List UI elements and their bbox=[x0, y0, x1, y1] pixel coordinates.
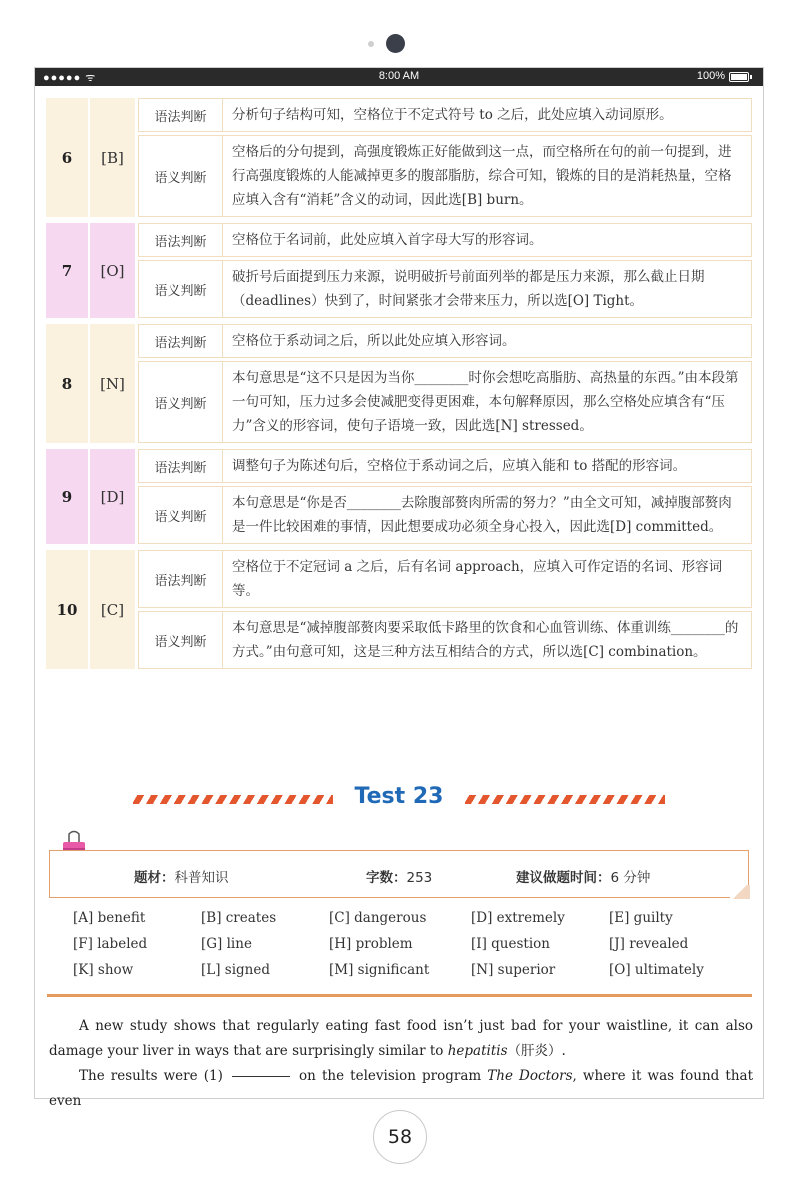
row-label: 语法判断 bbox=[139, 99, 223, 131]
row-label: 语义判断 bbox=[139, 487, 223, 543]
grammar-row bbox=[138, 449, 752, 483]
time-value: 6 分钟 bbox=[610, 870, 651, 886]
answer-letter: [O] bbox=[90, 223, 135, 318]
status-bar bbox=[35, 68, 763, 86]
grammar-row bbox=[138, 223, 752, 257]
row-label: 语法判断 bbox=[139, 224, 223, 256]
tablet-screen bbox=[34, 67, 764, 1109]
word-option: [C] dangerous bbox=[329, 910, 427, 926]
semantic-row bbox=[138, 135, 752, 217]
word-option: [L] signed bbox=[201, 962, 271, 978]
question-number: 9 bbox=[46, 449, 88, 544]
test-info-box bbox=[49, 850, 749, 898]
passage-paragraph bbox=[49, 1064, 753, 1114]
time-label: 建议做题时间： bbox=[516, 870, 611, 886]
word-option: [K] show bbox=[73, 962, 134, 978]
word-count-info bbox=[366, 866, 432, 886]
answer-letter: [B] bbox=[90, 98, 135, 217]
row-label: 语法判断 bbox=[139, 325, 223, 357]
row-text: 调整句子为陈述句后，空格位于系动词之后，应填入能和 to 搭配的形容词。 bbox=[232, 458, 687, 474]
word-option: [G] line bbox=[201, 936, 252, 952]
question-block-10 bbox=[46, 550, 752, 669]
row-text: 本句意思是“减掉腹部赘肉要采取低卡路里的饮食和心血管训练、体重训练________的方式。”由句意可知，这是三种方法互相结合的方式，所以选[C] combination。 bbox=[232, 620, 739, 660]
word-count-value: 253 bbox=[406, 870, 433, 886]
word-option: [H] problem bbox=[329, 936, 413, 952]
page-number: 58 bbox=[387, 1126, 413, 1148]
section-divider bbox=[47, 994, 752, 997]
word-option: [J] revealed bbox=[609, 936, 689, 952]
question-block-7 bbox=[46, 223, 752, 318]
row-text: 分析句子结构可知，空格位于不定式符号 to 之后，此处应填入动词原形。 bbox=[232, 107, 673, 123]
semantic-row bbox=[138, 260, 752, 318]
battery-icon bbox=[729, 72, 749, 82]
question-block-9 bbox=[46, 449, 752, 544]
question-block-6 bbox=[46, 98, 752, 217]
word-option: [B] creates bbox=[201, 910, 277, 926]
reading-passage bbox=[49, 1014, 753, 1114]
answer-letter: [N] bbox=[90, 324, 135, 443]
topic-value: 科普知识 bbox=[174, 870, 229, 886]
topic-info bbox=[134, 866, 229, 886]
word-option: [E] guilty bbox=[609, 910, 673, 926]
row-label: 语法判断 bbox=[139, 551, 223, 607]
question-block-8 bbox=[46, 324, 752, 443]
page-number-badge bbox=[373, 1110, 427, 1164]
row-text: 空格位于名词前，此处应填入首字母大写的形容词。 bbox=[232, 232, 543, 248]
answer-analysis-table bbox=[46, 98, 752, 675]
passage-text: on the television program bbox=[292, 1068, 488, 1084]
row-label: 语法判断 bbox=[139, 450, 223, 482]
test-header bbox=[35, 782, 763, 816]
row-text: 空格位于系动词之后，所以此处应填入形容词。 bbox=[232, 333, 516, 349]
question-number: 6 bbox=[46, 98, 88, 217]
blank-line bbox=[232, 1076, 290, 1077]
topic-label: 题材： bbox=[134, 870, 175, 886]
passage-italic: The Doctors bbox=[487, 1068, 573, 1084]
time-info bbox=[516, 866, 650, 886]
semantic-row bbox=[138, 361, 752, 443]
grammar-row bbox=[138, 550, 752, 608]
row-text: 破折号后面提到压力来源，说明破折号前面列举的都是压力来源，那么截止日期（deadlines）快到了，时间紧张才会带来压力，所以选[O] Tight。 bbox=[232, 269, 705, 309]
passage-text: The results were (1) bbox=[79, 1068, 229, 1084]
semantic-row bbox=[138, 611, 752, 669]
row-text: 空格位于不定冠词 a 之后，后有名词 approach，应填入可作定语的名词、形容词等。 bbox=[232, 559, 723, 599]
semantic-row bbox=[138, 486, 752, 544]
word-option: [A] benefit bbox=[73, 910, 146, 926]
word-option: [I] question bbox=[471, 936, 550, 952]
status-time: 8:00 AM bbox=[378, 70, 420, 82]
row-label: 语义判断 bbox=[139, 261, 223, 317]
row-label: 语义判断 bbox=[139, 136, 223, 216]
grammar-row bbox=[138, 324, 752, 358]
word-option: [N] superior bbox=[471, 962, 556, 978]
word-option: [F] labeled bbox=[73, 936, 148, 952]
word-option: [M] significant bbox=[329, 962, 430, 978]
question-number: 7 bbox=[46, 223, 88, 318]
row-label: 语义判断 bbox=[139, 612, 223, 668]
word-option: [O] ultimately bbox=[609, 962, 704, 978]
word-option: [D] extremely bbox=[471, 910, 565, 926]
answer-letter: [D] bbox=[90, 449, 135, 544]
passage-italic: hepatitis bbox=[447, 1043, 508, 1059]
row-text: 本句意思是“你是否________去除腹部赘肉所需的努力？”由全文可知，减掉腹部赘肉是一件比较困难的事情，因此想要成功必须全身心投入，因此选[D] committed。 bbox=[232, 495, 732, 535]
answer-letter: [C] bbox=[90, 550, 135, 669]
battery-percent: 100% bbox=[696, 70, 725, 82]
decorative-stripes-right bbox=[465, 795, 665, 804]
row-text: 本句意思是“这不只是因为当你________时你会想吃高脂肪、高热量的东西。”由本段第一句可知，压力过多会使减肥变得更困难，本句解释原因，那么空格处应填含有“压力”含义的形容词，使句子语境一致，因此选[N] stressed。 bbox=[232, 370, 739, 434]
tablet-camera bbox=[0, 32, 800, 54]
signal-indicator: ●●●●● ᯤ bbox=[43, 72, 97, 84]
passage-paragraph bbox=[49, 1014, 753, 1064]
word-count-label: 字数： bbox=[366, 870, 407, 886]
passage-text: （肝炎）. bbox=[507, 1043, 566, 1059]
row-text: 空格后的分句提到，高强度锻炼正好能做到这一点，而空格所在句的前一句提到，进行高强度锻炼的人能减掉更多的腹部脂肪，综合可知，锻炼的目的是消耗热量，空格应填入含有“消耗”含义的动词，因此选[B] burn。 bbox=[232, 144, 732, 208]
passage-text: A new study shows that regularly eating fast food isn’t just bad for your waistline, it can also damage your liver in ways that are surprisingly similar to bbox=[49, 1018, 753, 1059]
question-number: 10 bbox=[46, 550, 88, 669]
question-number: 8 bbox=[46, 324, 88, 443]
passage-text: , where it was found that even bbox=[49, 1068, 753, 1109]
row-label: 语义判断 bbox=[139, 362, 223, 442]
grammar-row bbox=[138, 98, 752, 132]
sensor-dot bbox=[368, 41, 374, 47]
folded-corner bbox=[730, 885, 750, 899]
test-title: Test 23 bbox=[354, 784, 444, 809]
camera-lens bbox=[386, 34, 405, 53]
